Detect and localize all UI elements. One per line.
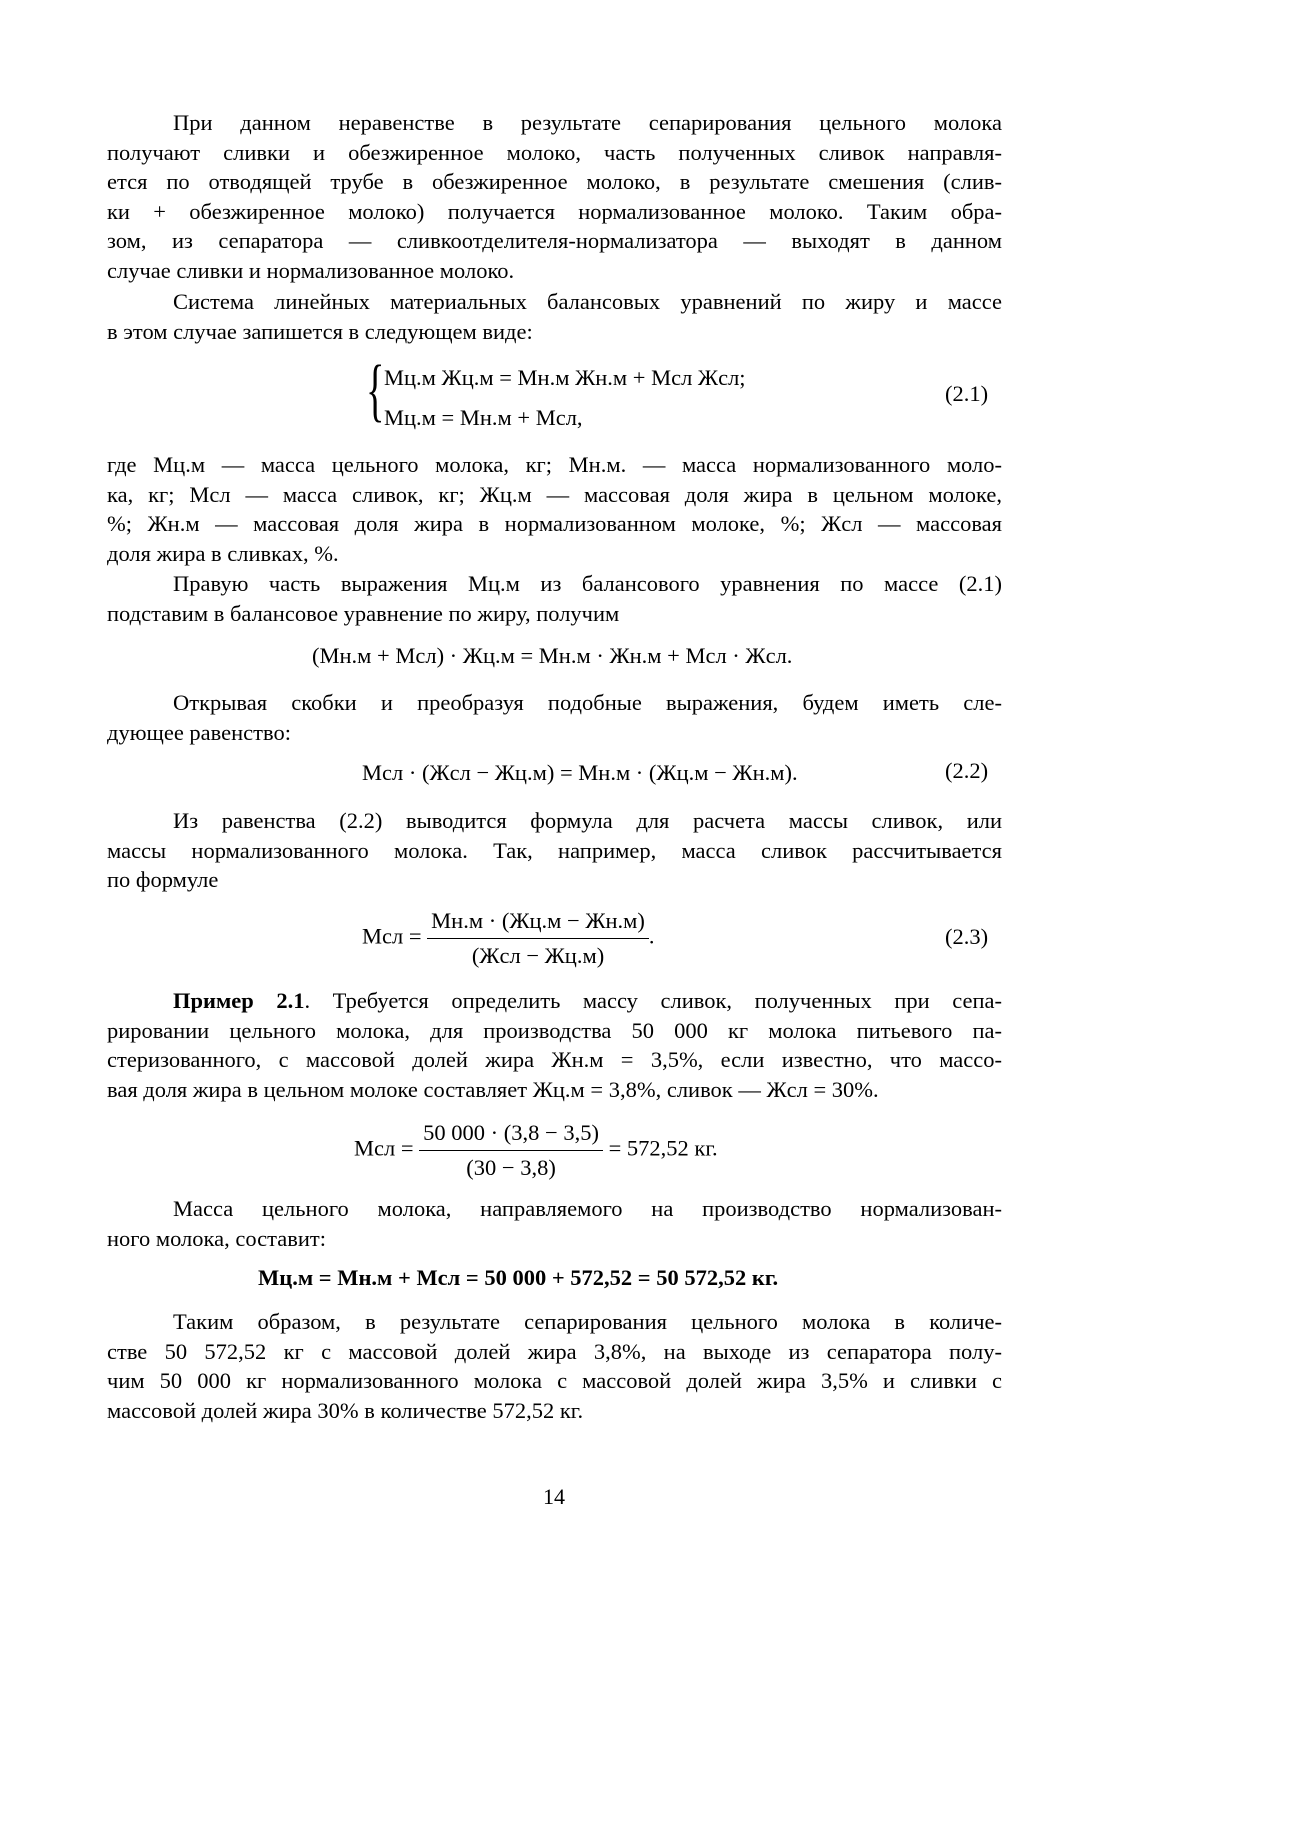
paragraph-8	[107, 1307, 1002, 1425]
paragraph-1	[107, 108, 1002, 285]
fraction	[419, 1118, 603, 1183]
text-line: массовой долей жира 30% в количестве 572,52 кг.	[107, 1397, 584, 1423]
text-line: массы нормализованного молока. Так, например, масса сливок рассчитывается	[107, 837, 1002, 863]
equation-lhs: Mсл =	[354, 1135, 414, 1161]
text-line: ка, кг; Mсл — масса сливок, кг; Жц.м — массовая доля жира в цельном молоке,	[107, 481, 1002, 507]
equation-2-2: Mсл · (Жсл − Жц.м) = Mн.м · (Жц.м − Жн.м).	[362, 760, 798, 785]
substitution-equation: (Mн.м + Mсл) · Жц.м = Mн.м · Жн.м + Mсл · Жсл.	[312, 643, 793, 668]
text-line: Открывая скобки и преобразуя подобные выражения, будем иметь сле-	[173, 690, 1002, 715]
text-line: ного молока, составит:	[107, 1225, 326, 1251]
text-line: получают сливки и обезжиренное молоко, часть полученных сливок направля-	[107, 139, 1002, 165]
text-line: ется по отводящей трубе в обезжиренное молоко, в результате смешения (слив-	[107, 169, 1002, 194]
text-line: При данном неравенстве в результате сепарирования цельного молока	[173, 110, 1002, 135]
paragraph-4	[107, 569, 1002, 628]
example-label: Пример 2.1	[173, 988, 305, 1013]
text-line: чим 50 000 кг нормализованного молока с массовой долей жира 3,5% и сливки с	[107, 1368, 1002, 1393]
text-line: ки + обезжиренное молоко) получается нормализованное молоко. Таким обра-	[107, 198, 1002, 224]
text-line: Система линейных материальных балансовых уравнений по жиру и массе	[173, 289, 1002, 314]
equation-number: (2.1)	[945, 381, 989, 406]
text-line: Таким образом, в результате сепарирования цельного молока в количе-	[173, 1309, 1002, 1334]
example-paragraph	[107, 986, 1002, 1104]
text-line	[107, 986, 1002, 1016]
equation-lhs: Mсл =	[362, 923, 422, 949]
page-number: 14	[543, 1484, 565, 1509]
paragraph-6	[107, 806, 1002, 895]
text-line: дующее равенство:	[107, 719, 291, 745]
example-text: . Требуется определить массу сливок, полученных при сепа-	[304, 988, 1003, 1013]
equation-2-1-line-2: Mц.м = Mн.м + Mсл,	[384, 405, 583, 430]
fraction-numerator: Mн.м · (Жц.м − Жн.м)	[427, 906, 649, 939]
equation-number: (2.3)	[945, 924, 989, 949]
text-line: где Mц.м — масса цельного молока, кг; Mн.м. — масса нормализованного моло-	[107, 452, 1002, 477]
text-line: %; Жн.м — массовая доля жира в нормализованном молоке, %; Жсл — массовая	[107, 511, 1002, 536]
total-mass-equation: Mц.м = Mн.м + Mсл = 50 000 + 572,52 = 50 572,52 кг.	[258, 1265, 779, 1290]
system-brace: {	[366, 352, 385, 429]
text-line: Из равенства (2.2) выводится формула для расчета массы сливок, или	[173, 808, 1002, 833]
paragraph-3	[107, 450, 1002, 568]
example-equation	[354, 1118, 718, 1183]
paragraph-7	[107, 1194, 1002, 1253]
text-line: доля жира в сливках, %.	[107, 540, 339, 566]
equation-result: = 572,52 кг.	[608, 1135, 718, 1161]
text-line: Масса цельного молока, направляемого на производство нормализован-	[173, 1196, 1002, 1221]
fraction-denominator: (Жсл − Жц.м)	[471, 943, 605, 968]
text-line: случае сливки и нормализованное молоко.	[107, 257, 515, 283]
paragraph-2	[107, 287, 1002, 346]
fraction	[427, 906, 649, 971]
fraction-numerator: 50 000 · (3,8 − 3,5)	[419, 1118, 603, 1151]
text-line: стве 50 572,52 кг с массовой долей жира 3,8%, на выходе из сепаратора полу-	[107, 1338, 1002, 1364]
text-line: по формуле	[107, 867, 219, 892]
paragraph-5	[107, 688, 1002, 747]
equation-2-3	[362, 906, 655, 971]
equation-number: (2.2)	[945, 758, 989, 783]
text-line: в этом случае запишется в следующем виде:	[107, 318, 533, 344]
text-line: рировании цельного молока, для производства 50 000 кг молока питьевого па-	[107, 1017, 1002, 1043]
text-line: зом, из сепаратора — сливкоотделителя-нормализатора — выходят в данном	[107, 228, 1002, 253]
equation-end: .	[648, 923, 655, 949]
fraction-denominator: (30 − 3,8)	[466, 1155, 556, 1180]
equation-2-1-line-1: Mц.м Жц.м = Mн.м Жн.м + Mсл Жсл;	[384, 365, 746, 390]
text-line: подставим в балансовое уравнение по жиру, получим	[107, 600, 620, 626]
text-line: вая доля жира в цельном молоке составляет Жц.м = 3,8%, сливок — Жсл = 30%.	[107, 1076, 879, 1102]
text-line: стеризованного, с массовой долей жира Жн.м = 3,5%, если известно, что массо-	[107, 1047, 1002, 1072]
text-line: Правую часть выражения Mц.м из балансового уравнения по массе (2.1)	[173, 571, 1002, 596]
